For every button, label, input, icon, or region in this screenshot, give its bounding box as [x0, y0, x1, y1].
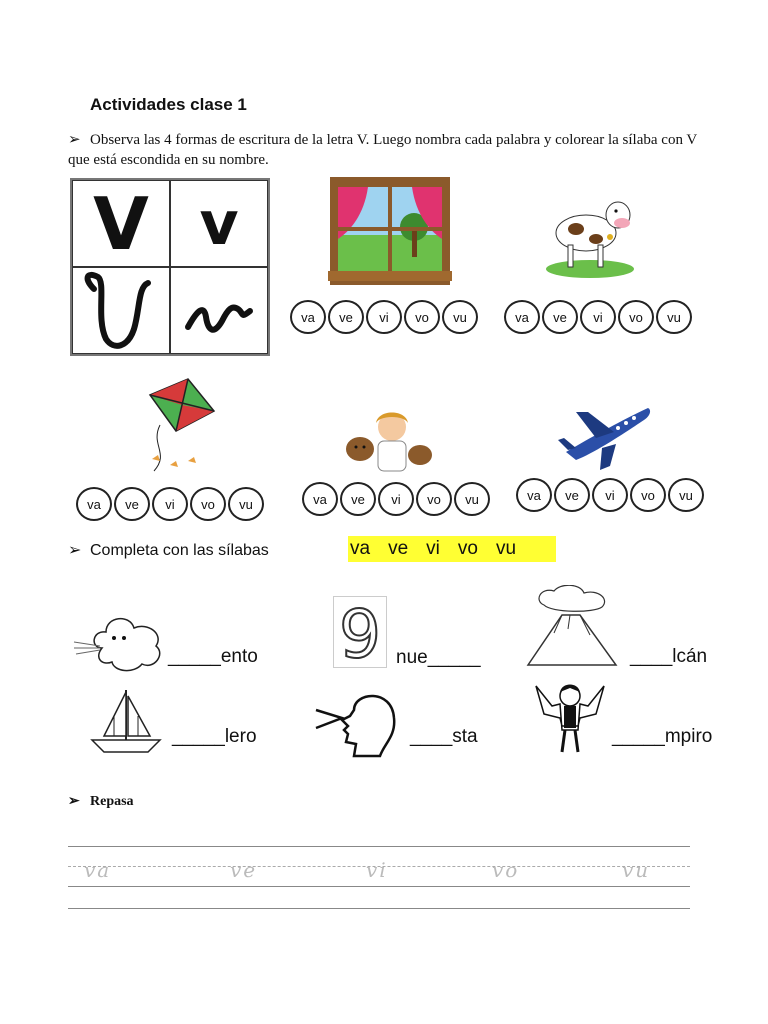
instruction-complete	[68, 540, 269, 560]
bank-syllable-ve: ve	[388, 538, 409, 559]
veterinarian-picture	[340, 405, 440, 475]
syllable-vo[interactable]: vo	[416, 482, 452, 516]
word-velero: _____lero	[172, 726, 257, 747]
letter-lower-cursive	[170, 267, 268, 354]
syllables-kite	[76, 487, 264, 521]
cursive-lower-v-icon	[174, 269, 264, 353]
syllable-vo[interactable]: vo	[404, 300, 440, 334]
sailboat-picture	[90, 686, 162, 756]
instruction-trace	[68, 793, 134, 810]
word-viento: _____ento	[168, 646, 258, 667]
bank-syllable-vu: vu	[495, 538, 517, 559]
syllable-vu[interactable]: vu	[442, 300, 478, 334]
volcano-picture	[524, 585, 620, 667]
syllable-vo[interactable]: vo	[190, 487, 226, 521]
cursive-upper-v-icon	[76, 269, 166, 353]
syllable-vi[interactable]: vi	[366, 300, 402, 334]
syllable-ve[interactable]: ve	[542, 300, 578, 334]
syllable-ve[interactable]: ve	[328, 300, 364, 334]
word-nueve: nue_____	[396, 647, 481, 668]
instruction-observe-text: Observa las 4 formas de escritura de la letra V. Luego nombra cada palabra y colorear la sílaba con V que está escondida en su nombre.	[68, 132, 697, 168]
page-title: Actividades clase 1	[90, 95, 247, 114]
bullet-arrow-icon: ➢	[68, 542, 82, 559]
syllable-va[interactable]: va	[504, 300, 540, 334]
window-icon	[328, 175, 452, 287]
syllable-vi[interactable]: vi	[580, 300, 616, 334]
syllables-airplane	[516, 478, 704, 512]
trace-top-line	[68, 846, 690, 847]
syllable-va[interactable]: va	[76, 487, 112, 521]
word-volcan: ____lcán	[630, 646, 708, 667]
trace-word-vo: vo	[492, 858, 520, 882]
wind-cloud-icon	[72, 608, 168, 674]
syllable-highlight-bank	[348, 536, 556, 562]
cow-picture	[540, 185, 640, 281]
airplane-picture	[556, 400, 656, 472]
syllable-ve[interactable]: ve	[340, 482, 376, 516]
vampire-icon	[532, 680, 608, 756]
letter-upper-print: V	[72, 180, 170, 267]
bullet-arrow-icon: ➢	[68, 132, 81, 148]
instruction-observe	[68, 130, 708, 170]
syllable-vu[interactable]: vu	[668, 478, 704, 512]
trace-word-vu: vu	[622, 858, 651, 882]
bank-syllable-vi: vi	[426, 538, 440, 559]
word-vampiro: _____mpiro	[612, 726, 713, 747]
syllable-vu[interactable]: vu	[454, 482, 490, 516]
kite-icon	[130, 375, 220, 477]
cow-icon	[540, 185, 640, 281]
bank-syllable-vo: vo	[457, 538, 478, 559]
syllables-window	[290, 300, 478, 334]
trace-bottom-line	[68, 908, 690, 909]
trace-word-ve: ve	[230, 858, 258, 882]
syllable-vo[interactable]: vo	[630, 478, 666, 512]
nine-picture	[333, 596, 387, 668]
eye-sight-picture	[314, 688, 398, 758]
kite-picture	[130, 375, 220, 477]
syllable-vo[interactable]: vo	[618, 300, 654, 334]
syllable-vi[interactable]: vi	[378, 482, 414, 516]
syllable-va[interactable]: va	[290, 300, 326, 334]
syllable-vu[interactable]: vu	[656, 300, 692, 334]
letter-upper-cursive	[72, 267, 170, 354]
bank-syllable-va: va	[350, 538, 371, 559]
syllable-ve[interactable]: ve	[114, 487, 150, 521]
trace-word-va: va	[84, 858, 112, 882]
volcano-icon	[524, 585, 620, 667]
trace-word-vi: vi	[366, 858, 388, 882]
sailboat-icon	[90, 686, 162, 756]
svg-text:9: 9	[339, 597, 381, 667]
vampire-picture	[532, 680, 608, 756]
veterinarian-icon	[340, 405, 440, 475]
number-nine-icon	[334, 597, 386, 667]
letter-lower-print: v	[170, 180, 268, 267]
trace-base-line	[68, 886, 690, 887]
syllable-vu[interactable]: vu	[228, 487, 264, 521]
wind-picture	[72, 608, 168, 674]
instruction-complete-text: Completa con las sílabas	[90, 542, 269, 559]
letter-v-forms-box	[70, 178, 270, 356]
syllable-va[interactable]: va	[302, 482, 338, 516]
syllable-vi[interactable]: vi	[592, 478, 628, 512]
instruction-trace-text: Repasa	[90, 794, 134, 809]
window-picture	[328, 175, 452, 287]
bullet-arrow-icon: ➢	[68, 794, 80, 809]
syllable-vi[interactable]: vi	[152, 487, 188, 521]
airplane-icon	[556, 400, 656, 472]
syllables-cow	[504, 300, 692, 334]
syllable-ve[interactable]: ve	[554, 478, 590, 512]
word-vista: ____sta	[410, 726, 478, 747]
head-sight-icon	[314, 688, 398, 758]
syllable-va[interactable]: va	[516, 478, 552, 512]
syllables-veterinarian	[302, 482, 490, 516]
